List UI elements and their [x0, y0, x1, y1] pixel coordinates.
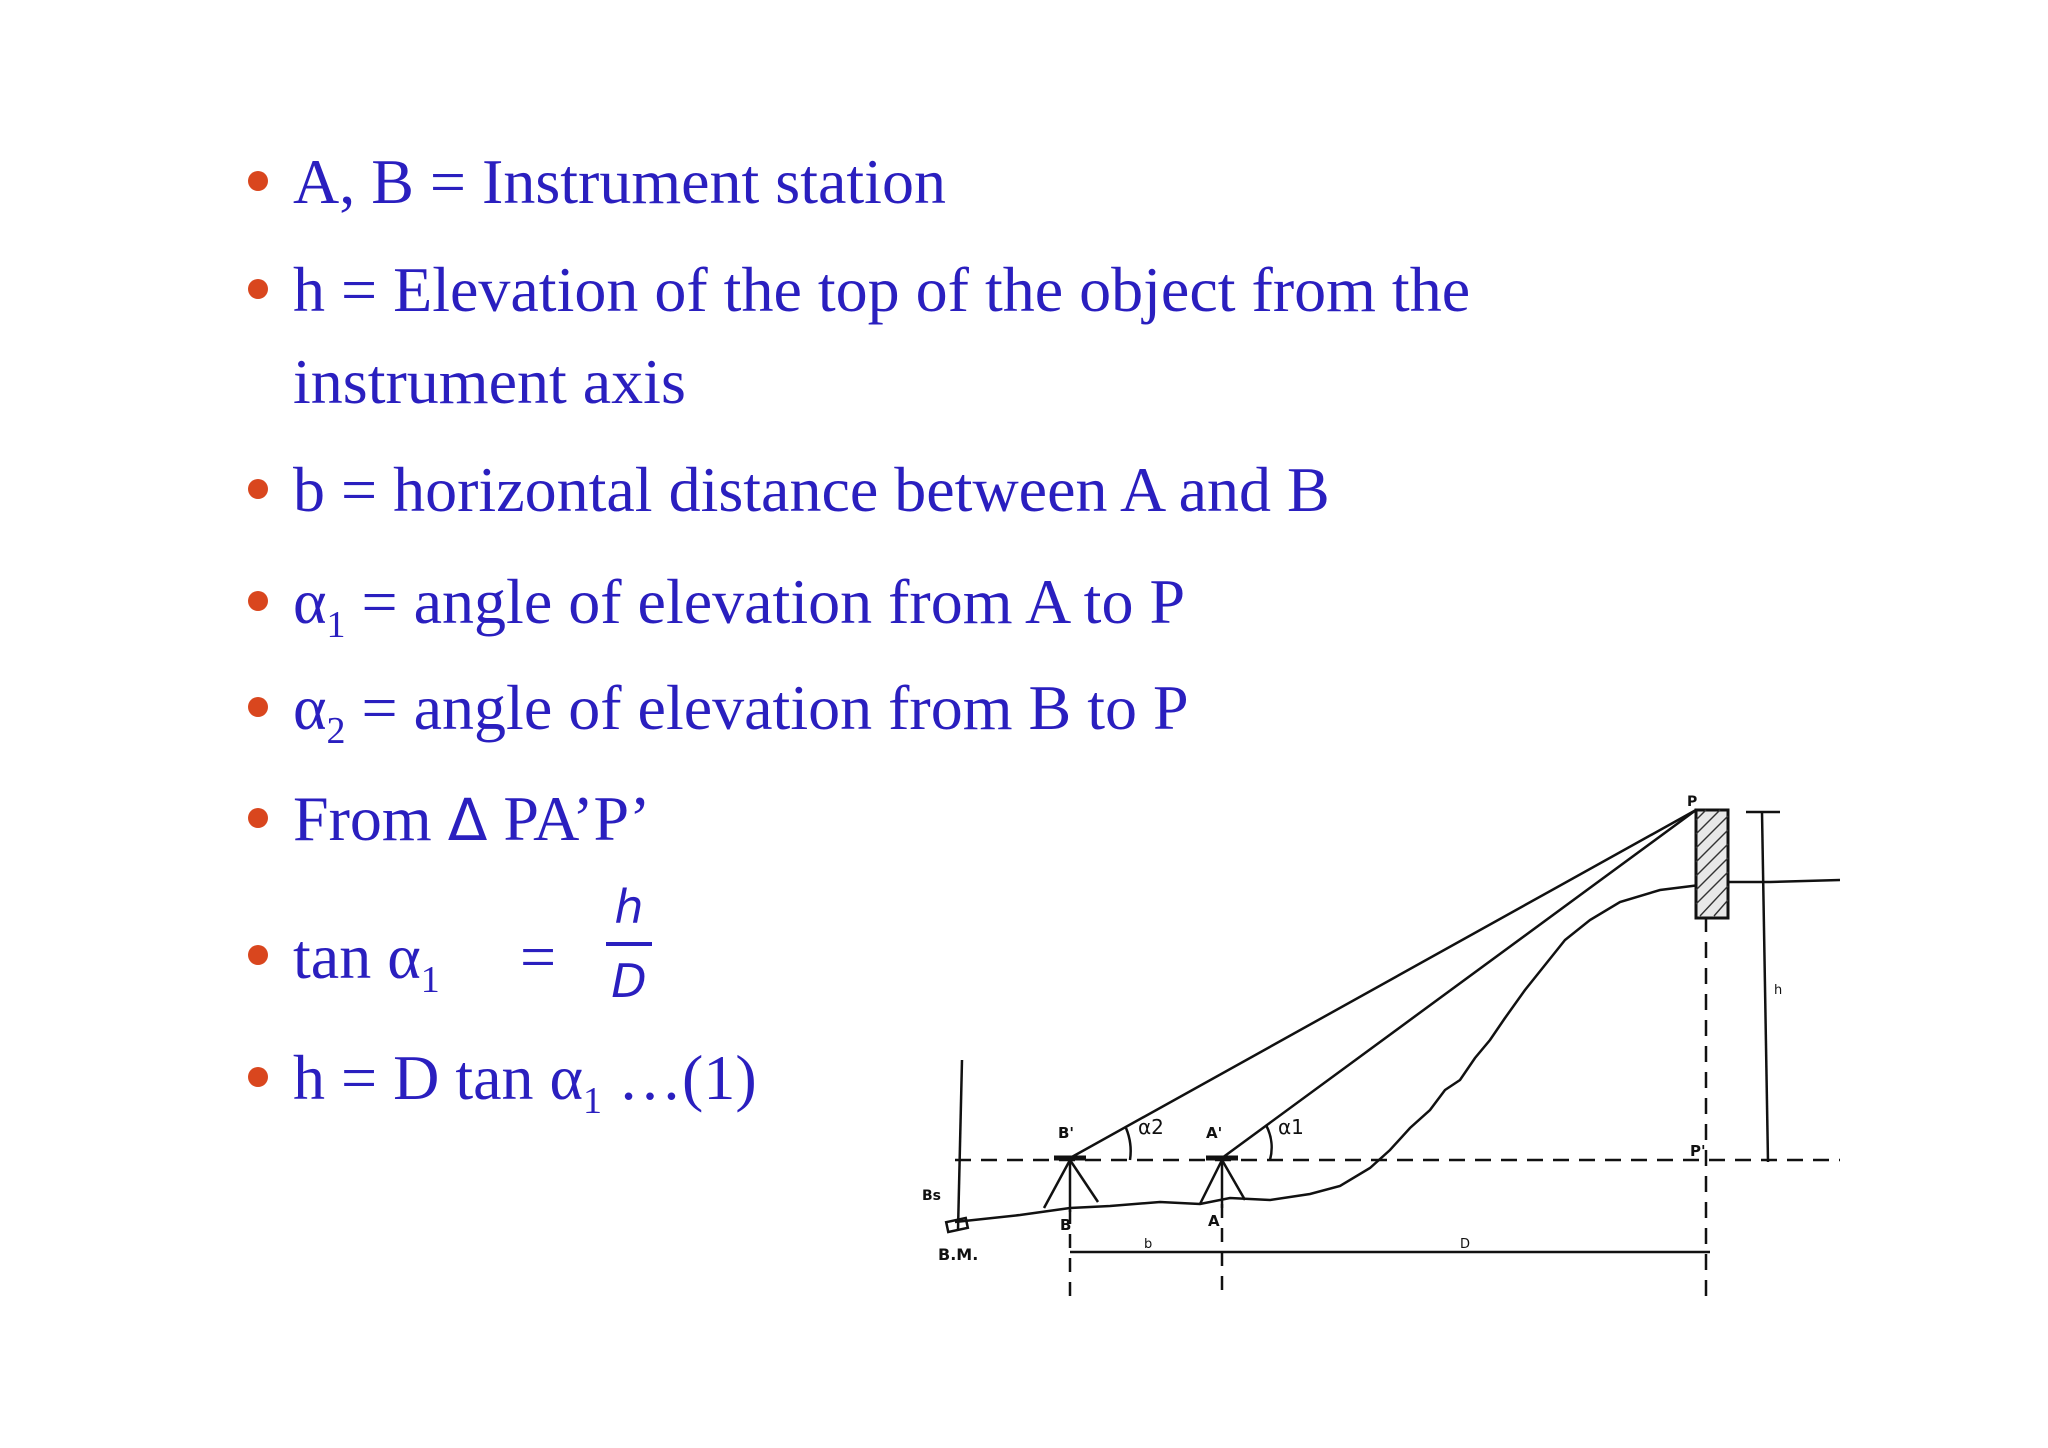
- bullet-text-alpha1-definition: [293, 566, 1186, 646]
- equation-h-equals-d-tan-alpha1: [293, 1042, 757, 1122]
- bullet-text-alpha2-definition: [293, 672, 1189, 752]
- label-d-distance: D: [1460, 1237, 1471, 1252]
- equation-tan-alpha1: [293, 921, 440, 1001]
- definition-text: = angle of elevation from A to P: [345, 566, 1186, 637]
- equals-sign: =: [520, 921, 557, 992]
- label-bs: Bs: [922, 1188, 942, 1204]
- label-b-prime: B': [1058, 1124, 1075, 1142]
- angle-arc-alpha1: [1266, 1125, 1272, 1160]
- label-alpha2: α2: [1138, 1115, 1164, 1139]
- tan-text: tan: [293, 921, 388, 992]
- bullet-marker: [248, 479, 268, 499]
- bullet-marker: [248, 945, 268, 965]
- label-a-prime: A': [1206, 1124, 1223, 1142]
- tripod-b-leg: [1044, 1160, 1070, 1208]
- delta-symbol: Δ: [447, 786, 488, 854]
- definition-text: = angle of elevation from B to P: [345, 672, 1189, 743]
- fraction-denominator: D: [611, 954, 647, 1008]
- h-dimension-line: [1762, 812, 1768, 1162]
- label-b-station: B: [1060, 1216, 1072, 1234]
- tripod-a-leg: [1222, 1160, 1245, 1200]
- subscript: 1: [326, 604, 346, 646]
- label-alpha1: α1: [1278, 1115, 1304, 1139]
- bullet-text-b-definition: b = horizontal distance between A and B: [293, 454, 1330, 525]
- alpha-symbol: α: [549, 1042, 584, 1113]
- bullet-text-h-definition-cont: instrument axis: [293, 346, 686, 417]
- tripod-b-leg: [1070, 1160, 1098, 1202]
- staff-rod: [958, 1060, 962, 1230]
- alpha-symbol: α: [387, 921, 421, 992]
- label-b-distance: b: [1144, 1237, 1153, 1252]
- sight-line-from-a: [1222, 810, 1696, 1158]
- subscript: 1: [420, 959, 440, 1001]
- angle-arc-alpha2: [1126, 1128, 1131, 1160]
- equation-text: h = D tan: [293, 1042, 550, 1113]
- trigonometric-leveling-diagram: [900, 790, 1840, 1320]
- bullet-text-h-definition: h = Elevation of the top of the object from the: [293, 254, 1471, 325]
- bullet-marker: [248, 697, 268, 717]
- fraction-bar: [606, 942, 652, 946]
- bullet-marker: [248, 171, 268, 191]
- subscript: 2: [326, 710, 346, 752]
- label-h: h: [1774, 983, 1783, 998]
- bullet-marker: [248, 1067, 268, 1087]
- label-bm: B.M.: [938, 1245, 979, 1264]
- equation-number: …(1): [602, 1042, 757, 1113]
- subscript: 1: [583, 1080, 603, 1122]
- bullet-marker: [248, 279, 268, 299]
- bullet-marker: [248, 808, 268, 828]
- label-a-station: A: [1208, 1212, 1220, 1230]
- bullet-text-instrument-station: A, B = Instrument station: [293, 146, 946, 217]
- fraction-numerator: h: [614, 880, 644, 934]
- alpha-symbol: α: [293, 672, 327, 743]
- object-top-p: [1696, 810, 1728, 918]
- triangle-name: PA’P’: [487, 783, 651, 854]
- from-text: From: [293, 783, 448, 854]
- fraction-h-over-d: [604, 880, 654, 1008]
- tripod-a-leg: [1200, 1160, 1222, 1204]
- alpha-symbol: α: [293, 566, 327, 637]
- bullet-text-from-triangle: [293, 783, 651, 854]
- label-p-prime: P': [1690, 1142, 1706, 1160]
- label-p: P: [1687, 794, 1698, 810]
- sight-line-from-b: [1070, 810, 1696, 1158]
- bullet-marker: [248, 591, 268, 611]
